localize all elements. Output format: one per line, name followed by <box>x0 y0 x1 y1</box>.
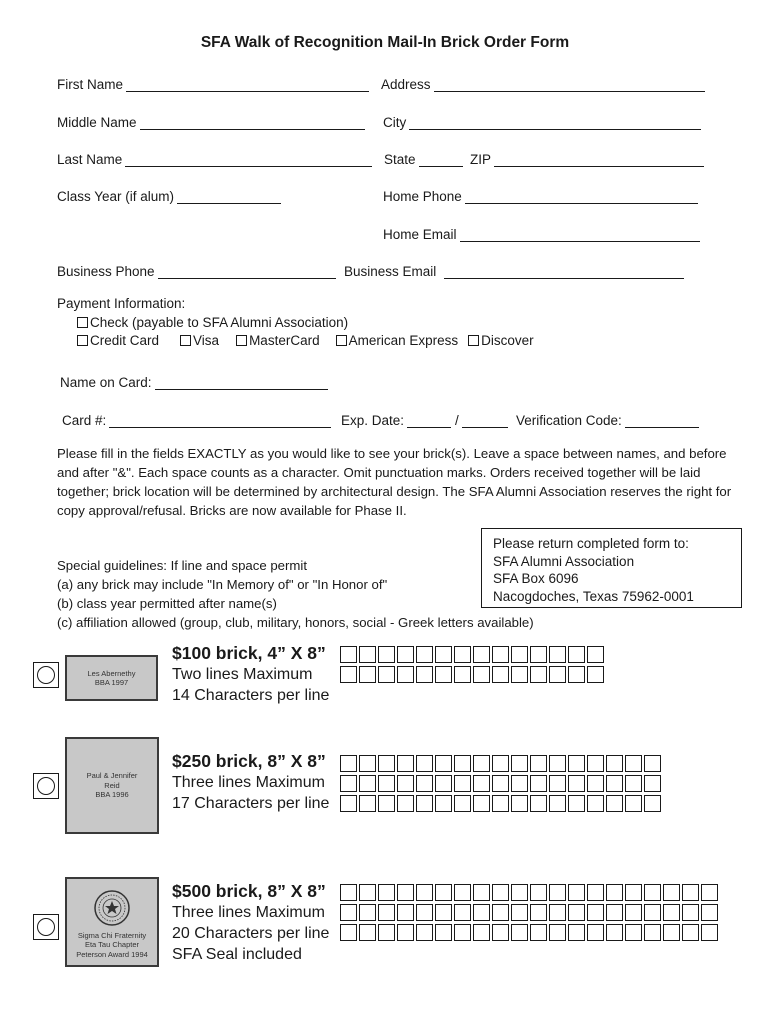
credit-card-label: Credit Card <box>90 333 160 348</box>
char-box[interactable] <box>416 666 433 683</box>
payment-heading: Payment Information: <box>57 296 186 311</box>
char-box[interactable] <box>397 755 414 772</box>
visa-checkbox[interactable] <box>180 335 191 346</box>
char-box[interactable] <box>435 666 452 683</box>
char-box[interactable] <box>378 904 395 921</box>
char-box[interactable] <box>492 795 509 812</box>
char-box[interactable] <box>473 795 490 812</box>
brick-100-char-grid[interactable] <box>340 646 604 683</box>
char-box[interactable] <box>340 884 357 901</box>
char-box[interactable] <box>530 775 547 792</box>
char-box[interactable] <box>435 884 452 901</box>
amex-label: American Express <box>348 333 459 348</box>
exp-year-line[interactable] <box>462 413 508 428</box>
char-box[interactable] <box>549 884 566 901</box>
char-box[interactable] <box>587 666 604 683</box>
char-box[interactable] <box>454 646 471 663</box>
mastercard-checkbox[interactable] <box>236 335 247 346</box>
guideline-a: (a) any brick may include "In Memory of" or "In Honor of" <box>57 577 388 592</box>
char-box[interactable] <box>359 884 376 901</box>
address-field[interactable] <box>381 72 705 92</box>
char-box[interactable] <box>701 924 718 941</box>
return-line-1: Please return completed form to: <box>493 536 689 551</box>
radio-circle-icon <box>37 666 55 684</box>
char-box[interactable] <box>454 755 471 772</box>
char-box[interactable] <box>378 646 395 663</box>
brick-sample-line: Reid <box>104 780 120 790</box>
char-box[interactable] <box>397 666 414 683</box>
char-box[interactable] <box>549 666 566 683</box>
char-box[interactable] <box>473 666 490 683</box>
char-box[interactable] <box>625 924 642 941</box>
guideline-c: (c) affiliation allowed (group, club, military, honors, social - Greek letters available) <box>57 615 534 630</box>
visa-label: Visa <box>193 333 220 348</box>
char-box[interactable] <box>492 924 509 941</box>
middle-name-line[interactable] <box>140 115 365 130</box>
return-line-3: SFA Box 6096 <box>493 571 579 586</box>
char-box[interactable] <box>416 755 433 772</box>
zip-field[interactable] <box>470 147 704 167</box>
char-box[interactable] <box>416 884 433 901</box>
first-name-line[interactable] <box>126 77 369 92</box>
check-checkbox[interactable] <box>77 317 88 328</box>
char-box[interactable] <box>568 904 585 921</box>
mastercard-label: MasterCard <box>249 333 320 348</box>
char-box[interactable] <box>549 755 566 772</box>
char-box[interactable] <box>606 904 623 921</box>
brick-100-lines: Two lines Maximum <box>172 666 313 683</box>
char-box[interactable] <box>587 755 604 772</box>
brick-500-chars: 20 Characters per line <box>172 925 330 942</box>
brick-250-info <box>172 751 329 814</box>
brick-100-price: $100 brick, 4” X 8” <box>172 643 326 663</box>
char-box[interactable] <box>625 775 642 792</box>
brick-100-chars: 14 Characters per line <box>172 687 330 704</box>
char-box[interactable] <box>644 775 661 792</box>
char-box[interactable] <box>378 775 395 792</box>
char-box[interactable] <box>587 904 604 921</box>
amex-checkbox[interactable] <box>336 335 347 346</box>
char-box[interactable] <box>530 755 547 772</box>
char-box[interactable] <box>359 755 376 772</box>
char-box[interactable] <box>606 775 623 792</box>
state-line[interactable] <box>419 152 463 167</box>
last-name-label: Last Name <box>57 152 123 167</box>
char-box[interactable] <box>549 646 566 663</box>
char-box[interactable] <box>644 795 661 812</box>
char-box[interactable] <box>378 884 395 901</box>
char-box[interactable] <box>473 755 490 772</box>
char-box[interactable] <box>549 924 566 941</box>
char-box[interactable] <box>568 795 585 812</box>
char-box[interactable] <box>359 904 376 921</box>
char-box[interactable] <box>511 755 528 772</box>
char-box[interactable] <box>397 924 414 941</box>
first-name-field[interactable] <box>57 72 369 92</box>
char-box[interactable] <box>511 795 528 812</box>
exp-month-line[interactable] <box>407 413 451 428</box>
char-box[interactable] <box>397 775 414 792</box>
char-box[interactable] <box>682 904 699 921</box>
char-box[interactable] <box>644 884 661 901</box>
card-number-line[interactable] <box>109 413 331 428</box>
brick-250-sample <box>65 737 159 834</box>
char-box[interactable] <box>435 795 452 812</box>
char-box[interactable] <box>530 646 547 663</box>
char-box[interactable] <box>511 775 528 792</box>
char-box[interactable] <box>625 884 642 901</box>
discover-label: Discover <box>481 333 534 348</box>
home-email-label: Home Email <box>383 227 457 242</box>
char-box[interactable] <box>568 646 585 663</box>
char-box[interactable] <box>454 775 471 792</box>
return-line-4: Nacogdoches, Texas 75962-0001 <box>493 588 694 604</box>
char-grid-row <box>340 666 604 683</box>
char-box[interactable] <box>549 904 566 921</box>
char-box[interactable] <box>511 666 528 683</box>
char-grid-row <box>340 775 661 792</box>
brick-250-price: $250 brick, 8” X 8” <box>172 751 326 771</box>
credit-card-checkbox[interactable] <box>77 335 88 346</box>
char-box[interactable] <box>397 884 414 901</box>
city-line[interactable] <box>409 115 701 130</box>
char-box[interactable] <box>340 775 357 792</box>
char-grid-row <box>340 795 661 812</box>
char-box[interactable] <box>530 884 547 901</box>
brick-sample-line: BBA 1996 <box>95 790 129 800</box>
char-box[interactable] <box>663 884 680 901</box>
zip-line[interactable] <box>494 152 704 167</box>
state-field[interactable] <box>384 147 463 167</box>
brick-250-char-grid[interactable] <box>340 755 661 812</box>
state-label: State <box>384 152 416 167</box>
brick-sample-line: Paul & Jennifer <box>86 771 138 781</box>
char-box[interactable] <box>416 795 433 812</box>
sfa-seal-icon <box>93 889 131 927</box>
char-box[interactable] <box>587 884 604 901</box>
char-box[interactable] <box>511 924 528 941</box>
char-box[interactable] <box>530 904 547 921</box>
class-year-field[interactable] <box>57 184 281 204</box>
brick-500-price: $500 brick, 8” X 8” <box>172 881 326 901</box>
brick-500-select[interactable] <box>33 914 59 940</box>
char-box[interactable] <box>644 755 661 772</box>
char-box[interactable] <box>359 646 376 663</box>
char-box[interactable] <box>568 755 585 772</box>
business-phone-line[interactable] <box>158 264 336 279</box>
char-box[interactable] <box>549 795 566 812</box>
char-box[interactable] <box>492 904 509 921</box>
char-box[interactable] <box>378 755 395 772</box>
char-box[interactable] <box>378 666 395 683</box>
last-name-line[interactable] <box>125 152 372 167</box>
char-box[interactable] <box>701 904 718 921</box>
char-box[interactable] <box>473 646 490 663</box>
city-field[interactable] <box>383 110 701 130</box>
char-box[interactable] <box>568 775 585 792</box>
char-box[interactable] <box>625 755 642 772</box>
brick-100-sample <box>65 655 158 701</box>
name-on-card-line[interactable] <box>155 375 328 390</box>
char-box[interactable] <box>492 666 509 683</box>
char-grid-row <box>340 904 718 921</box>
radio-circle-icon <box>37 777 55 795</box>
char-box[interactable] <box>473 904 490 921</box>
char-box[interactable] <box>492 884 509 901</box>
last-name-field[interactable] <box>57 147 372 167</box>
name-on-card-label: Name on Card: <box>60 375 152 390</box>
char-box[interactable] <box>435 646 452 663</box>
char-box[interactable] <box>340 795 357 812</box>
char-box[interactable] <box>416 646 433 663</box>
middle-name-label: Middle Name <box>57 115 137 130</box>
brick-250-chars: 17 Characters per line <box>172 795 330 812</box>
verification-label: Verification Code: <box>516 413 622 428</box>
char-grid-row <box>340 755 661 772</box>
business-phone-label: Business Phone <box>57 264 155 279</box>
brick-sample-line: Peterson Award 1994 <box>76 949 148 959</box>
char-box[interactable] <box>606 884 623 901</box>
brick-sample-line: Sigma Chi Fraternity <box>77 930 147 940</box>
char-box[interactable] <box>397 646 414 663</box>
char-box[interactable] <box>606 755 623 772</box>
char-box[interactable] <box>587 646 604 663</box>
city-label: City <box>383 115 407 130</box>
home-email-field[interactable] <box>383 222 700 242</box>
address-line[interactable] <box>434 77 705 92</box>
card-number-field[interactable] <box>62 408 331 428</box>
home-phone-field[interactable] <box>383 184 698 204</box>
char-box[interactable] <box>454 904 471 921</box>
char-box[interactable] <box>549 775 566 792</box>
char-box[interactable] <box>454 884 471 901</box>
name-on-card-field[interactable] <box>60 370 328 390</box>
char-box[interactable] <box>625 904 642 921</box>
business-phone-field[interactable] <box>57 259 336 279</box>
first-name-label: First Name <box>57 77 124 92</box>
brick-500-seal-note: SFA Seal included <box>172 946 302 963</box>
return-line-2: SFA Alumni Association <box>493 553 635 569</box>
char-box[interactable] <box>587 795 604 812</box>
char-box[interactable] <box>568 924 585 941</box>
brick-500-sample <box>65 877 159 967</box>
char-box[interactable] <box>435 924 452 941</box>
char-box[interactable] <box>606 795 623 812</box>
char-grid-row <box>340 646 604 663</box>
home-phone-label: Home Phone <box>383 189 462 204</box>
char-box[interactable] <box>492 646 509 663</box>
char-box[interactable] <box>454 666 471 683</box>
char-box[interactable] <box>587 924 604 941</box>
char-box[interactable] <box>511 646 528 663</box>
radio-circle-icon <box>37 918 55 936</box>
home-phone-line[interactable] <box>465 189 698 204</box>
brick-100-info <box>172 643 329 706</box>
char-box[interactable] <box>435 904 452 921</box>
char-box[interactable] <box>416 924 433 941</box>
char-box[interactable] <box>682 924 699 941</box>
char-box[interactable] <box>454 924 471 941</box>
exp-date-field[interactable] <box>341 408 508 428</box>
brick-250-lines: Three lines Maximum <box>172 774 325 791</box>
card-number-label: Card #: <box>62 413 107 428</box>
special-guidelines <box>57 556 534 632</box>
guideline-b: (b) class year permitted after name(s) <box>57 596 277 611</box>
char-box[interactable] <box>663 924 680 941</box>
char-box[interactable] <box>625 795 642 812</box>
zip-label: ZIP <box>470 152 492 167</box>
char-box[interactable] <box>511 884 528 901</box>
brick-500-info <box>172 881 329 965</box>
char-box[interactable] <box>568 666 585 683</box>
middle-name-field[interactable] <box>57 110 365 130</box>
form-title: SFA Walk of Recognition Mail-In Brick Order Form <box>200 34 570 51</box>
business-email-label: Business Email <box>344 264 437 279</box>
char-box[interactable] <box>682 884 699 901</box>
char-box[interactable] <box>359 795 376 812</box>
char-box[interactable] <box>340 646 357 663</box>
char-box[interactable] <box>435 775 452 792</box>
char-box[interactable] <box>644 904 661 921</box>
char-box[interactable] <box>606 924 623 941</box>
char-box[interactable] <box>701 884 718 901</box>
discover-checkbox[interactable] <box>468 335 479 346</box>
char-box[interactable] <box>397 795 414 812</box>
class-year-line[interactable] <box>177 189 281 204</box>
business-email-field[interactable] <box>344 259 684 279</box>
char-box[interactable] <box>473 884 490 901</box>
check-label: Check (payable to SFA Alumni Association) <box>90 315 349 330</box>
char-box[interactable] <box>530 795 547 812</box>
char-box[interactable] <box>359 666 376 683</box>
card-type-options <box>77 333 534 348</box>
char-box[interactable] <box>340 666 357 683</box>
char-box[interactable] <box>492 755 509 772</box>
address-label: Address <box>381 77 431 92</box>
check-option[interactable] <box>77 315 348 330</box>
home-email-line[interactable] <box>460 227 700 242</box>
guidelines-heading: Special guidelines: If line and space permit <box>57 558 307 573</box>
business-email-line[interactable] <box>444 264 684 279</box>
class-year-label: Class Year (if alum) <box>57 189 175 204</box>
brick-250-select[interactable] <box>33 773 59 799</box>
char-box[interactable] <box>340 755 357 772</box>
char-box[interactable] <box>644 924 661 941</box>
char-box[interactable] <box>473 924 490 941</box>
brick-500-char-grid[interactable] <box>340 884 718 941</box>
char-box[interactable] <box>511 904 528 921</box>
char-box[interactable] <box>435 755 452 772</box>
brick-100-select[interactable] <box>33 662 59 688</box>
char-box[interactable] <box>378 795 395 812</box>
char-box[interactable] <box>359 775 376 792</box>
char-box[interactable] <box>530 666 547 683</box>
char-box[interactable] <box>568 884 585 901</box>
char-box[interactable] <box>454 795 471 812</box>
char-box[interactable] <box>663 904 680 921</box>
char-box[interactable] <box>416 904 433 921</box>
brick-sample-line: BBA 1997 <box>94 678 129 687</box>
brick-500-lines: Three lines Maximum <box>172 904 325 921</box>
char-box[interactable] <box>397 904 414 921</box>
char-box[interactable] <box>416 775 433 792</box>
char-box[interactable] <box>587 775 604 792</box>
char-box[interactable] <box>340 904 357 921</box>
brick-sample-line: Eta Tau Chapter <box>84 940 140 949</box>
verification-line[interactable] <box>625 413 699 428</box>
char-box[interactable] <box>530 924 547 941</box>
brick-sample-line: Les Abernethy <box>87 668 136 678</box>
exp-date-slash: / <box>455 413 459 428</box>
char-box[interactable] <box>340 924 357 941</box>
char-grid-row <box>340 884 718 901</box>
exp-date-label: Exp. Date: <box>341 413 405 428</box>
char-box[interactable] <box>378 924 395 941</box>
char-box[interactable] <box>473 775 490 792</box>
char-box[interactable] <box>359 924 376 941</box>
instructions-text: Please fill in the fields EXACTLY as you would like to see your brick(s). Leave a space between names, and before and after "&". Each space counts as a character. Omit punctuation marks. Orders received together will be laid together; brick location will be determined by architectural design. The SFA Alumni Association reserves the right for copy approval/refusal. Bricks are now available for Phase II. <box>57 446 732 518</box>
char-grid-row <box>340 924 718 941</box>
char-box[interactable] <box>492 775 509 792</box>
verification-field[interactable] <box>516 408 699 428</box>
